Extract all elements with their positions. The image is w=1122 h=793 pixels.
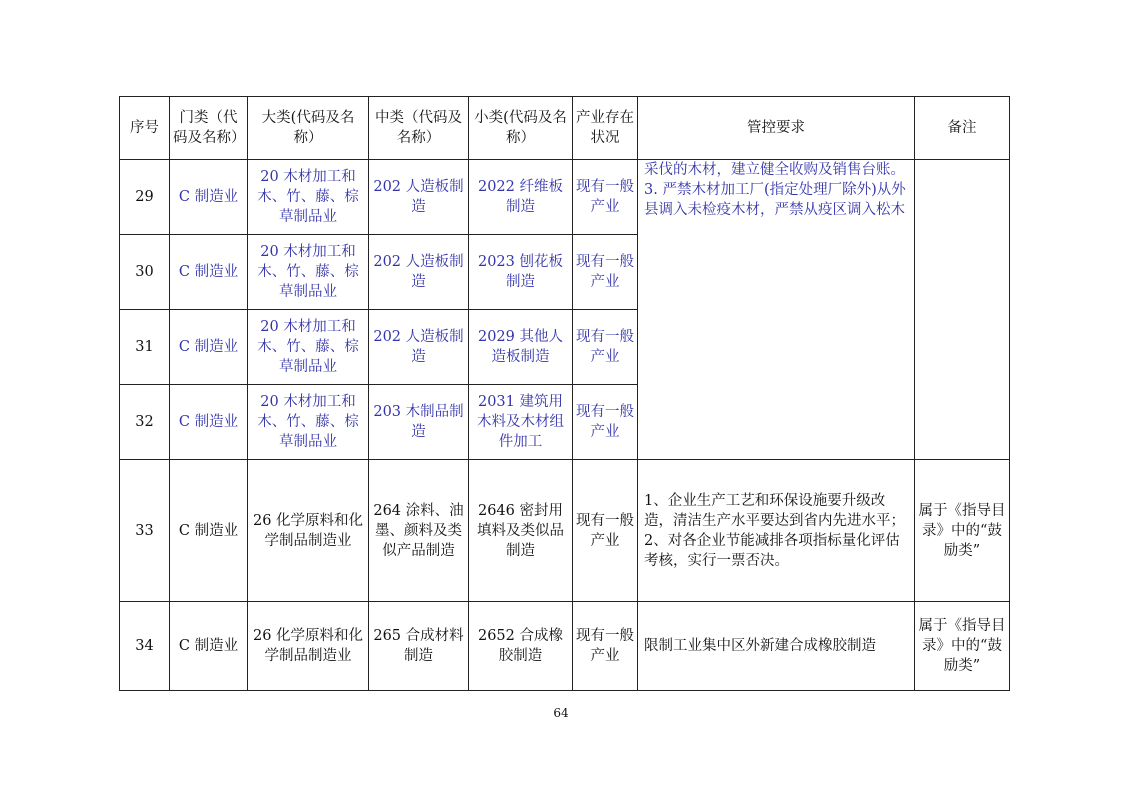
header-major: 大类(代码及名称） xyxy=(248,97,369,160)
cell-medium: 202 人造板制造 xyxy=(369,160,469,235)
cell-requirement-merged: 采伐的木材，建立健全收购及销售台账。 3. 严禁木材加工厂(指定处理厂除外)从外县调入未检疫木材，严禁从疫区调入松木 xyxy=(638,160,915,460)
cell-minor: 2652 合成橡胶制造 xyxy=(469,602,573,691)
cell-seq: 33 xyxy=(120,460,170,602)
cell-minor: 2646 密封用填料及类似品制造 xyxy=(469,460,573,602)
table-row xyxy=(120,602,1010,691)
header-minor: 小类(代码及名称） xyxy=(469,97,573,160)
cell-status: 现有一般产业 xyxy=(573,235,638,310)
cell-major: 20 木材加工和木、竹、藤、棕草制品业 xyxy=(248,385,369,460)
cell-seq: 32 xyxy=(120,385,170,460)
cell-note-merged xyxy=(915,160,1010,460)
cell-minor: 2031 建筑用木料及木材组件加工 xyxy=(469,385,573,460)
cell-category: C 制造业 xyxy=(170,310,248,385)
header-medium: 中类（代码及名称） xyxy=(369,97,469,160)
cell-category: C 制造业 xyxy=(170,160,248,235)
cell-major: 20 木材加工和木、竹、藤、棕草制品业 xyxy=(248,160,369,235)
header-requirement: 管控要求 xyxy=(638,97,915,160)
cell-note: 属于《指导目录》中的“鼓励类” xyxy=(915,602,1010,691)
cell-major: 26 化学原料和化学制品制造业 xyxy=(248,460,369,602)
cell-category: C 制造业 xyxy=(170,460,248,602)
cell-category: C 制造业 xyxy=(170,385,248,460)
industry-control-table xyxy=(119,96,1010,691)
cell-seq: 34 xyxy=(120,602,170,691)
cell-requirement: 限制工业集中区外新建合成橡胶制造 xyxy=(638,602,915,691)
cell-status: 现有一般产业 xyxy=(573,602,638,691)
cell-major: 20 木材加工和木、竹、藤、棕草制品业 xyxy=(248,235,369,310)
cell-major: 20 木材加工和木、竹、藤、棕草制品业 xyxy=(248,310,369,385)
cell-status: 现有一般产业 xyxy=(573,385,638,460)
cell-seq: 29 xyxy=(120,160,170,235)
cell-medium: 264 涂料、油墨、颜料及类似产品制造 xyxy=(369,460,469,602)
cell-seq: 30 xyxy=(120,235,170,310)
cell-medium: 202 人造板制造 xyxy=(369,310,469,385)
cell-seq: 31 xyxy=(120,310,170,385)
header-seq: 序号 xyxy=(120,97,170,160)
cell-minor: 2029 其他人造板制造 xyxy=(469,310,573,385)
cell-minor: 2023 刨花板制造 xyxy=(469,235,573,310)
cell-status: 现有一般产业 xyxy=(573,310,638,385)
header-status: 产业存在状况 xyxy=(573,97,638,160)
cell-status: 现有一般产业 xyxy=(573,460,638,602)
cell-major: 26 化学原料和化学制品制造业 xyxy=(248,602,369,691)
header-note: 备注 xyxy=(915,97,1010,160)
cell-category: C 制造业 xyxy=(170,602,248,691)
page-number: 64 xyxy=(553,706,569,720)
cell-medium: 202 人造板制造 xyxy=(369,235,469,310)
cell-status: 现有一般产业 xyxy=(573,160,638,235)
cell-minor: 2022 纤维板制造 xyxy=(469,160,573,235)
header-category: 门类（代码及名称） xyxy=(170,97,248,160)
header-row xyxy=(120,97,1010,160)
table-row xyxy=(120,460,1010,602)
cell-note: 属于《指导目录》中的“鼓励类” xyxy=(915,460,1010,602)
cell-category: C 制造业 xyxy=(170,235,248,310)
table-row xyxy=(120,160,1010,235)
cell-medium: 265 合成材料制造 xyxy=(369,602,469,691)
cell-medium: 203 木制品制造 xyxy=(369,385,469,460)
cell-requirement: 1、企业生产工艺和环保设施要升级改造，清洁生产水平要达到省内先进水平； 2、对各企业节能减排各项指标量化评估考核，实行一票否决。 xyxy=(638,460,915,602)
